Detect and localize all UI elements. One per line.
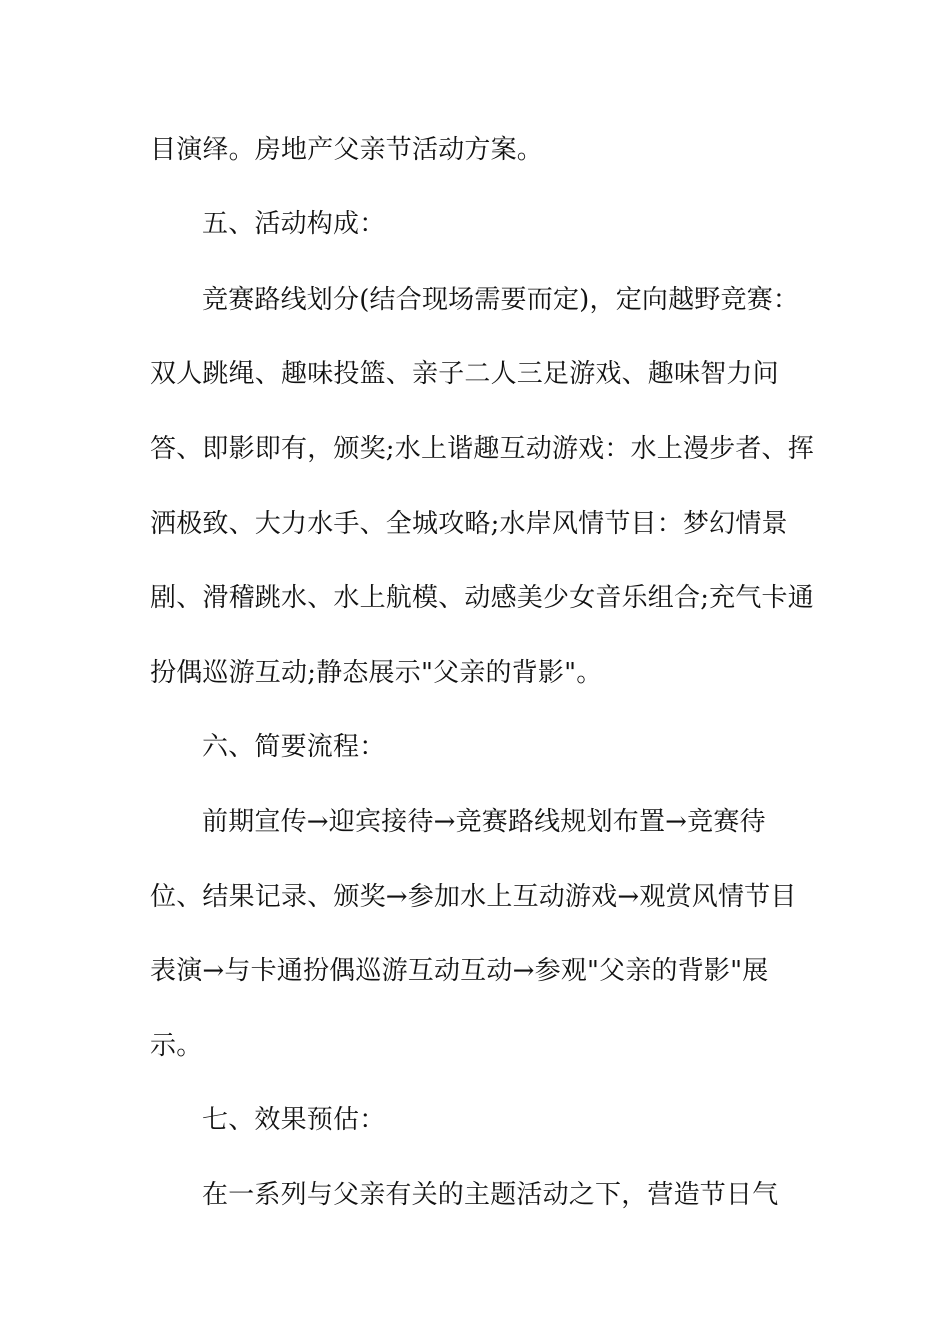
text-line: 位、结果记录、颁奖→参加水上互动游戏→观赏风情节目 — [150, 882, 797, 912]
text-line: 答、即影即有，颁奖;水上谐趣互动游戏：水上漫步者、挥 — [150, 434, 814, 464]
text-line: 剧、滑稽跳水、水上航模、动感美少女音乐组合;充气卡通 — [150, 583, 814, 613]
text-line: 在一系列与父亲有关的主题活动之下，营造节日气 — [202, 1180, 779, 1210]
text-line: 竞赛路线划分(结合现场需要而定)，定向越野竞赛： — [202, 285, 800, 315]
section-heading: 七、效果预估： — [202, 1105, 386, 1135]
text-line: 目演绎。房地产父亲节活动方案。 — [150, 135, 544, 165]
text-line: 洒极致、大力水手、全城攻略;水岸风情节目：梦幻情景 — [150, 509, 788, 539]
text-line: 扮偶巡游互动;静态展示"父亲的背影"。 — [150, 658, 603, 688]
text-line: 表演→与卡通扮偶巡游互动互动→参观"父亲的背影"展 — [150, 956, 769, 986]
text-line: 前期宣传→迎宾接待→竞赛路线规划布置→竞赛待 — [202, 807, 766, 837]
section-heading: 五、活动构成： — [202, 209, 386, 239]
text-line: 双人跳绳、趣味投篮、亲子二人三足游戏、趣味智力问 — [150, 359, 779, 389]
section-heading: 六、简要流程： — [202, 732, 386, 762]
text-line: 示。 — [150, 1031, 203, 1061]
